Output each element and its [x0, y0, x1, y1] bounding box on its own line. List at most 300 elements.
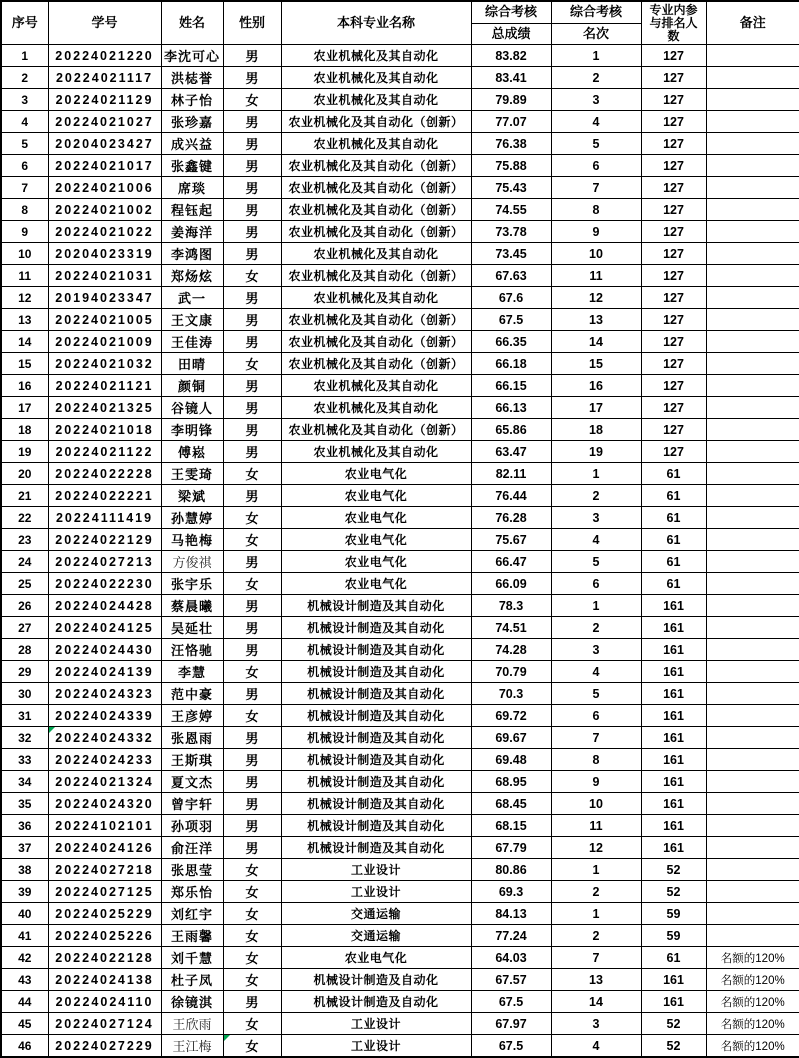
cell-id: 20224021006	[48, 177, 161, 199]
cell-remark	[706, 397, 799, 419]
cell-gender: 女	[223, 1035, 281, 1058]
cell-rank: 12	[551, 837, 641, 859]
cell-seq: 34	[1, 771, 48, 793]
cell-seq: 20	[1, 463, 48, 485]
cell-gender: 男	[223, 309, 281, 331]
cell-id: 20224024110	[48, 991, 161, 1013]
cell-id: 20224024125	[48, 617, 161, 639]
cell-remark	[706, 529, 799, 551]
cell-remark	[706, 595, 799, 617]
cell-remark	[706, 551, 799, 573]
cell-total: 161	[641, 617, 706, 639]
cell-name: 郑炀炫	[161, 265, 223, 287]
cell-rank: 7	[551, 727, 641, 749]
cell-total: 127	[641, 441, 706, 463]
cell-major: 农业机械化及其自动化（创新）	[281, 177, 471, 199]
cell-score: 68.15	[471, 815, 551, 837]
cell-name: 杜子凤	[161, 969, 223, 991]
cell-seq: 31	[1, 705, 48, 727]
cell-score: 67.63	[471, 265, 551, 287]
cell-remark	[706, 111, 799, 133]
header-rank	[551, 1, 641, 45]
cell-seq: 9	[1, 221, 48, 243]
cell-remark	[706, 375, 799, 397]
cell-gender: 男	[223, 221, 281, 243]
cell-seq: 29	[1, 661, 48, 683]
cell-total: 127	[641, 111, 706, 133]
table-row	[1, 969, 799, 991]
cell-total: 161	[641, 595, 706, 617]
cell-score: 67.79	[471, 837, 551, 859]
cell-rank: 8	[551, 199, 641, 221]
cell-total: 127	[641, 331, 706, 353]
cell-error-marker-icon	[224, 1035, 230, 1041]
cell-total: 127	[641, 419, 706, 441]
cell-score: 67.97	[471, 1013, 551, 1035]
table-row	[1, 947, 799, 969]
cell-major: 工业设计	[281, 1035, 471, 1058]
cell-major: 农业电气化	[281, 573, 471, 595]
cell-seq: 1	[1, 45, 48, 67]
cell-remark: 名额的120%	[706, 1013, 799, 1035]
table-row	[1, 375, 799, 397]
table-row	[1, 639, 799, 661]
header-total-participants: 专业内参与排名人数	[641, 1, 706, 45]
cell-rank: 1	[551, 903, 641, 925]
cell-rank: 1	[551, 859, 641, 881]
cell-total: 161	[641, 705, 706, 727]
cell-id: 20224027124	[48, 1013, 161, 1035]
cell-gender: 男	[223, 441, 281, 463]
cell-id: 20224021325	[48, 397, 161, 419]
cell-remark	[706, 683, 799, 705]
cell-total: 52	[641, 1035, 706, 1058]
cell-gender: 女	[223, 463, 281, 485]
cell-total: 127	[641, 133, 706, 155]
cell-id: 20224021031	[48, 265, 161, 287]
cell-score: 77.07	[471, 111, 551, 133]
cell-gender: 男	[223, 793, 281, 815]
cell-rank: 12	[551, 287, 641, 309]
cell-score: 66.09	[471, 573, 551, 595]
cell-name: 李沈可心	[161, 45, 223, 67]
header-remark: 备注	[706, 1, 799, 45]
cell-name: 梁斌	[161, 485, 223, 507]
cell-name: 林子怡	[161, 89, 223, 111]
cell-remark	[706, 573, 799, 595]
cell-rank: 2	[551, 925, 641, 947]
cell-id: 20224024138	[48, 969, 161, 991]
cell-rank: 9	[551, 771, 641, 793]
cell-name: 张恩雨	[161, 727, 223, 749]
cell-seq: 15	[1, 353, 48, 375]
cell-seq: 18	[1, 419, 48, 441]
cell-name: 王佳涛	[161, 331, 223, 353]
cell-id: 20224024139	[48, 661, 161, 683]
cell-gender: 女	[223, 529, 281, 551]
cell-rank: 2	[551, 617, 641, 639]
table-row	[1, 705, 799, 727]
cell-id: 20224022228	[48, 463, 161, 485]
cell-total: 127	[641, 67, 706, 89]
cell-remark: 名额的120%	[706, 969, 799, 991]
cell-seq: 39	[1, 881, 48, 903]
cell-remark	[706, 507, 799, 529]
cell-name: 刘红宇	[161, 903, 223, 925]
cell-seq: 25	[1, 573, 48, 595]
cell-remark	[706, 485, 799, 507]
cell-rank: 4	[551, 1035, 641, 1058]
cell-seq: 11	[1, 265, 48, 287]
cell-rank: 6	[551, 705, 641, 727]
cell-id: 20224021005	[48, 309, 161, 331]
cell-total: 127	[641, 155, 706, 177]
cell-major: 工业设计	[281, 1013, 471, 1035]
cell-seq: 4	[1, 111, 48, 133]
cell-name: 马艳梅	[161, 529, 223, 551]
cell-seq: 21	[1, 485, 48, 507]
cell-total: 127	[641, 199, 706, 221]
cell-name: 颜铜	[161, 375, 223, 397]
cell-major: 农业机械化及其自动化	[281, 287, 471, 309]
cell-major: 农业电气化	[281, 507, 471, 529]
cell-id: 20224024430	[48, 639, 161, 661]
cell-major: 农业机械化及其自动化（创新）	[281, 309, 471, 331]
cell-score: 66.18	[471, 353, 551, 375]
table-row	[1, 1013, 799, 1035]
cell-major: 机械设计制造及其自动化	[281, 727, 471, 749]
cell-score: 75.88	[471, 155, 551, 177]
cell-gender: 女	[223, 705, 281, 727]
cell-seq: 6	[1, 155, 48, 177]
cell-id: 20224021220	[48, 45, 161, 67]
header-row	[1, 1, 799, 45]
cell-remark	[706, 859, 799, 881]
cell-major: 机械设计制造及其自动化	[281, 617, 471, 639]
cell-seq: 19	[1, 441, 48, 463]
cell-rank: 18	[551, 419, 641, 441]
cell-id: 20224024126	[48, 837, 161, 859]
cell-total: 61	[641, 947, 706, 969]
cell-major: 农业机械化及其自动化	[281, 397, 471, 419]
cell-total: 59	[641, 925, 706, 947]
cell-total: 127	[641, 375, 706, 397]
cell-seq: 14	[1, 331, 48, 353]
cell-seq: 33	[1, 749, 48, 771]
cell-rank: 10	[551, 243, 641, 265]
cell-total: 161	[641, 991, 706, 1013]
cell-major: 农业机械化及其自动化（创新）	[281, 331, 471, 353]
cell-gender: 男	[223, 551, 281, 573]
cell-total: 52	[641, 859, 706, 881]
table-row	[1, 485, 799, 507]
cell-gender: 男	[223, 485, 281, 507]
cell-major: 机械设计制造及其自动化	[281, 683, 471, 705]
cell-remark	[706, 177, 799, 199]
cell-total: 61	[641, 485, 706, 507]
cell-id: 20224022128	[48, 947, 161, 969]
cell-remark	[706, 881, 799, 903]
cell-score: 83.41	[471, 67, 551, 89]
cell-name: 武一	[161, 287, 223, 309]
cell-gender: 男	[223, 111, 281, 133]
table-row	[1, 617, 799, 639]
cell-gender: 女	[223, 947, 281, 969]
cell-major: 机械设计制造及自动化	[281, 991, 471, 1013]
cell-rank: 2	[551, 881, 641, 903]
cell-score: 66.35	[471, 331, 551, 353]
cell-name: 姜海洋	[161, 221, 223, 243]
cell-name: 夏文杰	[161, 771, 223, 793]
cell-remark	[706, 705, 799, 727]
cell-gender: 男	[223, 243, 281, 265]
cell-gender: 女	[223, 573, 281, 595]
cell-score: 70.3	[471, 683, 551, 705]
cell-remark	[706, 89, 799, 111]
cell-remark	[706, 221, 799, 243]
cell-id: 20224021032	[48, 353, 161, 375]
cell-gender: 男	[223, 683, 281, 705]
cell-score: 65.86	[471, 419, 551, 441]
cell-major: 农业机械化及其自动化（创新）	[281, 155, 471, 177]
cell-remark	[706, 67, 799, 89]
table-row	[1, 89, 799, 111]
cell-total: 61	[641, 529, 706, 551]
cell-total: 127	[641, 353, 706, 375]
table-row	[1, 463, 799, 485]
cell-name: 王文康	[161, 309, 223, 331]
header-score-bottom: 总成绩	[491, 25, 531, 41]
cell-remark	[706, 639, 799, 661]
cell-major: 交通运输	[281, 903, 471, 925]
cell-seq: 2	[1, 67, 48, 89]
cell-score: 67.5	[471, 1035, 551, 1058]
cell-name: 郑乐怡	[161, 881, 223, 903]
cell-remark	[706, 243, 799, 265]
cell-remark: 名额的120%	[706, 947, 799, 969]
cell-rank: 4	[551, 661, 641, 683]
cell-gender: 女	[223, 925, 281, 947]
cell-score: 69.72	[471, 705, 551, 727]
table-row	[1, 837, 799, 859]
cell-major: 工业设计	[281, 859, 471, 881]
cell-name: 成兴益	[161, 133, 223, 155]
cell-id: 20224021324	[48, 771, 161, 793]
cell-id: 20224025229	[48, 903, 161, 925]
cell-seq: 27	[1, 617, 48, 639]
table-row	[1, 353, 799, 375]
cell-name: 刘千慧	[161, 947, 223, 969]
table-row	[1, 727, 799, 749]
cell-name: 曾宇轩	[161, 793, 223, 815]
header-rank-bottom: 名次	[582, 25, 609, 41]
cell-id: 20224024320	[48, 793, 161, 815]
cell-major: 农业机械化及其自动化	[281, 89, 471, 111]
cell-remark	[706, 155, 799, 177]
cell-name: 张珍嘉	[161, 111, 223, 133]
cell-seq: 45	[1, 1013, 48, 1035]
cell-score: 66.13	[471, 397, 551, 419]
cell-score: 68.95	[471, 771, 551, 793]
table-row	[1, 133, 799, 155]
cell-remark	[706, 331, 799, 353]
cell-id: 20204023427	[48, 133, 161, 155]
cell-score: 80.86	[471, 859, 551, 881]
cell-total: 161	[641, 727, 706, 749]
cell-gender: 女	[223, 353, 281, 375]
cell-seq: 43	[1, 969, 48, 991]
cell-score: 84.13	[471, 903, 551, 925]
cell-id: 20224027125	[48, 881, 161, 903]
cell-remark	[706, 419, 799, 441]
cell-score: 76.28	[471, 507, 551, 529]
cell-name: 席琰	[161, 177, 223, 199]
cell-id: 20224025226	[48, 925, 161, 947]
cell-rank: 3	[551, 89, 641, 111]
cell-remark: 名额的120%	[706, 991, 799, 1013]
cell-major: 工业设计	[281, 881, 471, 903]
cell-seq: 30	[1, 683, 48, 705]
cell-total: 161	[641, 837, 706, 859]
cell-rank: 4	[551, 111, 641, 133]
table-row	[1, 771, 799, 793]
cell-major: 农业电气化	[281, 529, 471, 551]
cell-rank: 5	[551, 133, 641, 155]
cell-id: 20224022221	[48, 485, 161, 507]
cell-score: 76.44	[471, 485, 551, 507]
cell-major: 机械设计制造及其自动化	[281, 771, 471, 793]
table-row	[1, 265, 799, 287]
cell-name: 程钰起	[161, 199, 223, 221]
cell-remark	[706, 925, 799, 947]
table-row	[1, 881, 799, 903]
cell-id: 20224021009	[48, 331, 161, 353]
cell-major: 农业电气化	[281, 551, 471, 573]
cell-score: 82.11	[471, 463, 551, 485]
cell-id: 20224024323	[48, 683, 161, 705]
cell-gender: 男	[223, 375, 281, 397]
table-row	[1, 243, 799, 265]
cell-total: 59	[641, 903, 706, 925]
cell-total: 161	[641, 683, 706, 705]
cell-remark	[706, 793, 799, 815]
cell-score: 74.51	[471, 617, 551, 639]
cell-name: 汪恪驰	[161, 639, 223, 661]
cell-major: 农业机械化及其自动化	[281, 133, 471, 155]
cell-major: 农业电气化	[281, 947, 471, 969]
cell-rank: 10	[551, 793, 641, 815]
cell-major: 农业机械化及其自动化（创新）	[281, 199, 471, 221]
cell-gender: 女	[223, 89, 281, 111]
cell-rank: 13	[551, 309, 641, 331]
cell-id: 20224021018	[48, 419, 161, 441]
cell-name: 王江梅	[161, 1035, 223, 1058]
cell-gender: 男	[223, 397, 281, 419]
cell-seq: 44	[1, 991, 48, 1013]
cell-seq: 46	[1, 1035, 48, 1058]
cell-name: 蔡晨曦	[161, 595, 223, 617]
cell-name: 王彦婷	[161, 705, 223, 727]
cell-id: 20224024339	[48, 705, 161, 727]
cell-id: 20224024233	[48, 749, 161, 771]
table-row	[1, 595, 799, 617]
cell-total: 161	[641, 661, 706, 683]
table-row	[1, 925, 799, 947]
cell-major: 农业机械化及其自动化（创新）	[281, 419, 471, 441]
cell-major: 农业电气化	[281, 485, 471, 507]
cell-total: 61	[641, 551, 706, 573]
cell-seq: 23	[1, 529, 48, 551]
cell-remark: 名额的120%	[706, 1035, 799, 1058]
cell-score: 74.55	[471, 199, 551, 221]
cell-rank: 6	[551, 155, 641, 177]
cell-gender: 女	[223, 661, 281, 683]
cell-score: 79.89	[471, 89, 551, 111]
cell-name: 王斯琪	[161, 749, 223, 771]
cell-major: 农业机械化及其自动化	[281, 45, 471, 67]
cell-rank: 1	[551, 595, 641, 617]
cell-score: 70.79	[471, 661, 551, 683]
cell-rank: 15	[551, 353, 641, 375]
cell-score: 69.48	[471, 749, 551, 771]
cell-major: 农业机械化及其自动化（创新）	[281, 353, 471, 375]
cell-name: 张鑫键	[161, 155, 223, 177]
cell-major: 机械设计制造及其自动化	[281, 749, 471, 771]
cell-score: 67.6	[471, 287, 551, 309]
table-row	[1, 573, 799, 595]
cell-rank: 5	[551, 683, 641, 705]
cell-id: 20224027229	[48, 1035, 161, 1058]
table-row	[1, 815, 799, 837]
cell-remark	[706, 309, 799, 331]
cell-name: 王雨馨	[161, 925, 223, 947]
cell-id: 20224021129	[48, 89, 161, 111]
cell-id: 20224021027	[48, 111, 161, 133]
table-row	[1, 221, 799, 243]
table-header	[1, 1, 799, 45]
cell-seq: 16	[1, 375, 48, 397]
cell-seq: 24	[1, 551, 48, 573]
cell-score: 64.03	[471, 947, 551, 969]
cell-remark	[706, 441, 799, 463]
cell-gender: 男	[223, 749, 281, 771]
cell-major: 交通运输	[281, 925, 471, 947]
cell-name: 方俊祺	[161, 551, 223, 573]
table-row	[1, 419, 799, 441]
cell-rank: 2	[551, 485, 641, 507]
cell-id: 20224021017	[48, 155, 161, 177]
cell-score: 73.78	[471, 221, 551, 243]
cell-total: 61	[641, 507, 706, 529]
cell-gender: 男	[223, 815, 281, 837]
cell-rank: 17	[551, 397, 641, 419]
cell-total: 127	[641, 177, 706, 199]
table-row	[1, 661, 799, 683]
table-row	[1, 177, 799, 199]
cell-seq: 37	[1, 837, 48, 859]
cell-id: 20224022129	[48, 529, 161, 551]
cell-major: 机械设计制造及其自动化	[281, 815, 471, 837]
cell-score: 69.67	[471, 727, 551, 749]
cell-score: 75.43	[471, 177, 551, 199]
cell-name: 李慧	[161, 661, 223, 683]
cell-seq: 8	[1, 199, 48, 221]
table-row	[1, 155, 799, 177]
cell-score: 68.45	[471, 793, 551, 815]
cell-name: 孙项羽	[161, 815, 223, 837]
table-row	[1, 859, 799, 881]
cell-remark	[706, 727, 799, 749]
